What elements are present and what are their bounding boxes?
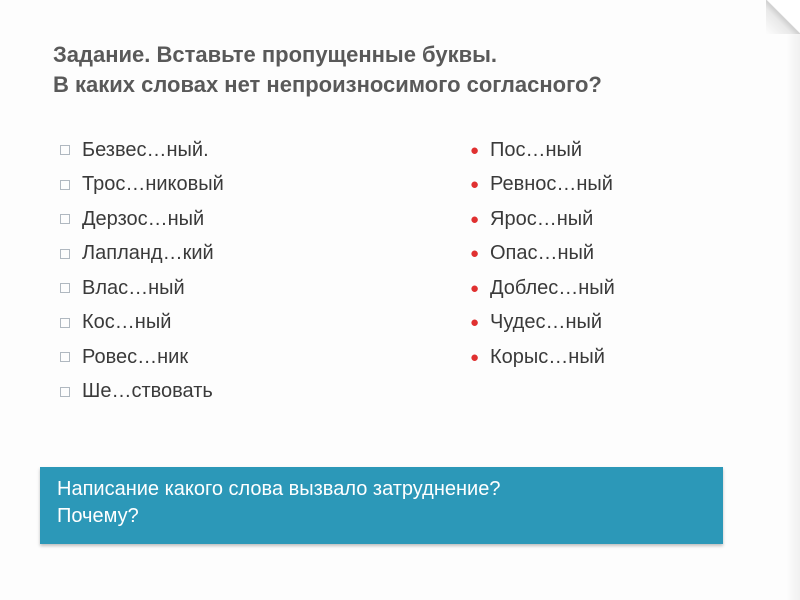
list-item — [470, 237, 770, 272]
question-banner — [40, 467, 723, 544]
banner-line-1: Написание какого слова вызвало затруднение? — [57, 478, 501, 500]
red-dot-icon: ● — [470, 279, 480, 297]
word-text: Чудес…ный — [490, 311, 603, 334]
word-text: Лапланд…кий — [82, 242, 214, 265]
word-text: Пос…ный — [490, 138, 583, 161]
title-line-2: В каких словах нет непроизносимого согласного? — [53, 72, 602, 97]
banner-line-2: Почему? — [57, 505, 139, 527]
red-dot-icon: ● — [470, 141, 480, 159]
red-dot-icon: ● — [470, 314, 480, 332]
left-word-list — [58, 133, 358, 409]
word-text: Ярос…ный — [490, 207, 594, 230]
list-item — [470, 306, 770, 341]
square-bullet-icon — [60, 352, 70, 362]
red-dot-icon: ● — [470, 210, 480, 228]
list-item — [58, 340, 358, 375]
list-item — [58, 306, 358, 341]
banner-text — [57, 476, 707, 530]
word-text: Кос…ный — [82, 311, 172, 334]
list-item — [58, 133, 358, 168]
list-item — [470, 340, 770, 375]
word-text: Опас…ный — [490, 242, 595, 265]
title-line-1: Задание. Вставьте пропущенные буквы. — [53, 42, 498, 67]
word-text: Безвес…ный. — [82, 138, 209, 161]
list-item — [470, 202, 770, 237]
square-bullet-icon — [60, 318, 70, 328]
word-text: Ровес…ник — [82, 345, 189, 368]
word-text: Влас…ный — [82, 276, 185, 299]
word-text: Дерзос…ный — [82, 207, 205, 230]
word-text: Корыс…ный — [490, 345, 605, 368]
list-item — [470, 271, 770, 306]
square-bullet-icon — [60, 145, 70, 155]
list-item — [58, 237, 358, 272]
list-item — [58, 375, 358, 410]
red-dot-icon: ● — [470, 176, 480, 194]
list-item — [58, 271, 358, 306]
square-bullet-icon — [60, 214, 70, 224]
right-word-list — [470, 133, 770, 375]
list-item — [470, 133, 770, 168]
word-text: Трос…никовый — [82, 173, 224, 196]
square-bullet-icon — [60, 283, 70, 293]
list-item — [58, 168, 358, 203]
red-dot-icon: ● — [470, 348, 480, 366]
word-text: Доблес…ный — [490, 276, 615, 299]
word-text: Ше…ствовать — [82, 380, 213, 403]
red-dot-icon: ● — [470, 245, 480, 263]
square-bullet-icon — [60, 387, 70, 397]
page-edge-shadow — [786, 34, 800, 600]
slide-title — [53, 40, 773, 100]
list-item — [470, 168, 770, 203]
list-item — [58, 202, 358, 237]
square-bullet-icon — [60, 249, 70, 259]
square-bullet-icon — [60, 180, 70, 190]
word-text: Ревнос…ный — [490, 173, 613, 196]
page-corner-fold — [766, 0, 800, 34]
